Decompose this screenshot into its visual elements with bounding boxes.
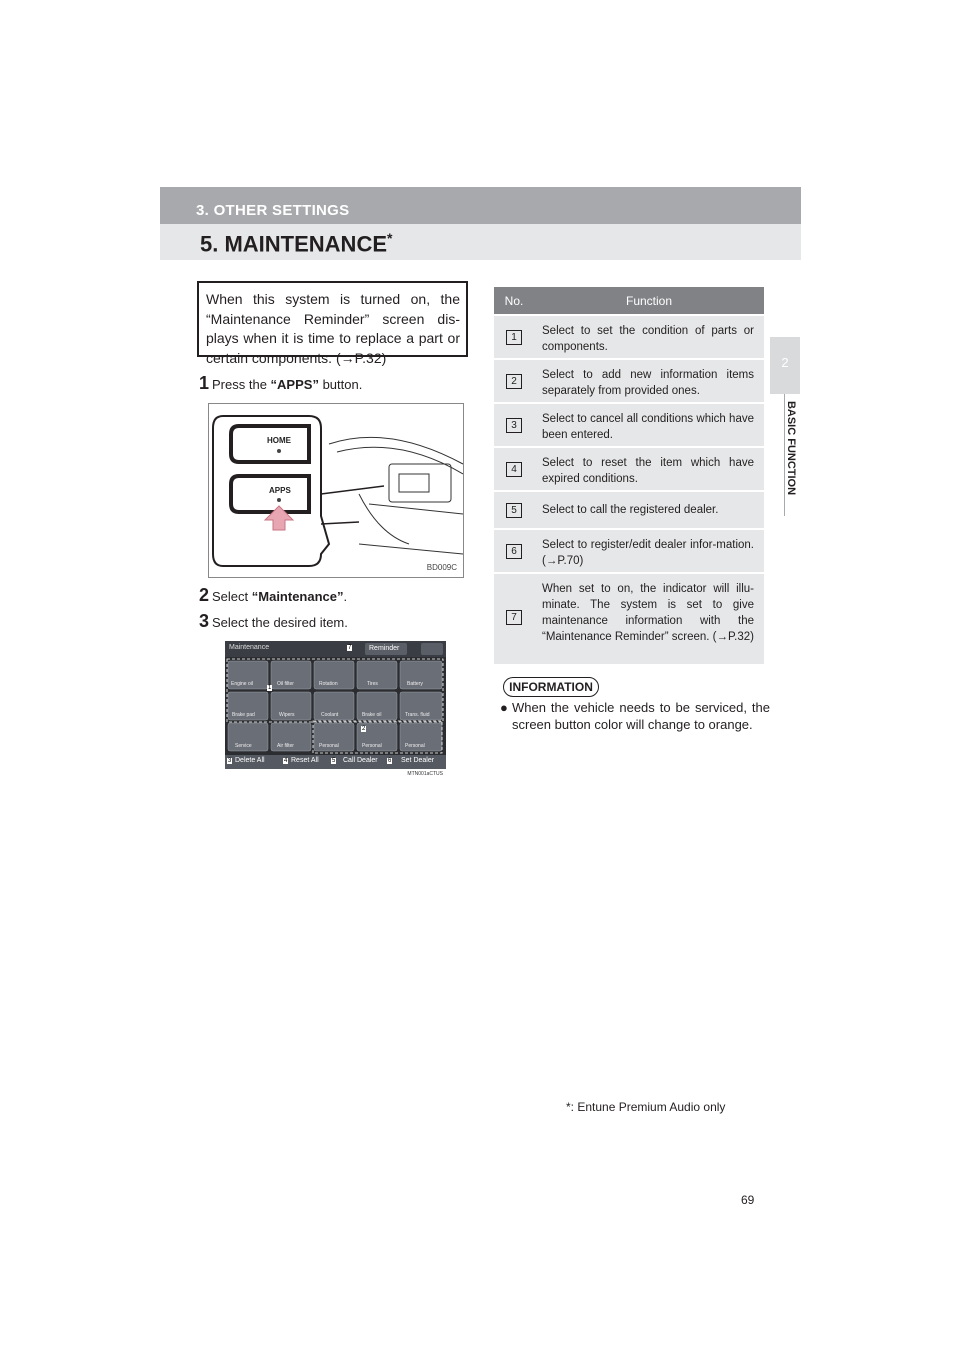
title-footnote-mark: * [387, 230, 393, 246]
dashboard-illustration [209, 404, 464, 578]
callout: 5 [332, 758, 336, 764]
step-bold: “APPS” [270, 377, 319, 392]
table-row [494, 358, 764, 402]
section-label: 3. OTHER SETTINGS [196, 202, 350, 219]
tile-label: Tires [367, 681, 378, 687]
row-number: 3 [506, 418, 522, 433]
bullet-icon: ● [500, 700, 508, 715]
section-header-bar [160, 187, 801, 224]
footnote: *: Entune Premium Audio only [566, 1100, 726, 1114]
reset-all-button: Reset All [291, 757, 319, 764]
information-badge: INFORMATION [503, 677, 599, 697]
row-number-cell [494, 448, 534, 490]
row-number-cell [494, 360, 534, 402]
step-bold: “Maintenance” [251, 589, 344, 604]
step-number: 1 [199, 373, 210, 393]
information-text: When the vehicle needs to be serviced, the screen button color will change to orange. [512, 700, 770, 732]
table-row [494, 490, 764, 528]
row-number: 5 [506, 503, 522, 518]
row-number: 2 [506, 374, 522, 389]
step-3 [199, 611, 348, 632]
row-number-cell [494, 492, 534, 528]
tile-label: Trans. fluid [405, 712, 430, 718]
page-title [200, 230, 392, 257]
table-row [494, 446, 764, 490]
row-text: Select to register/edit dealer infor-mation. (→P.70) [542, 539, 754, 567]
set-dealer-button: Set Dealer [401, 757, 435, 764]
maintenance-screen-figure [225, 641, 446, 777]
home-button-label: HOME [267, 436, 291, 445]
row-number-cell [494, 404, 534, 446]
step-1 [199, 373, 362, 394]
apps-button-label: APPS [269, 486, 291, 495]
page-title-text: 5. MAINTENANCE [200, 231, 388, 257]
tile-label: Service [235, 743, 252, 749]
figure-code: BD009C [426, 563, 457, 572]
row-text: Select to cancel all conditions which have been entered. [542, 413, 754, 441]
apps-button-figure [208, 403, 464, 578]
step-text-end: button. [318, 377, 363, 392]
row-text: Select to add new information items separately from provided ones. [542, 369, 754, 397]
tile-label: Brake oil [362, 712, 382, 718]
row-text: Select to reset the item which have expired conditions. [542, 457, 754, 485]
row-number-cell [494, 530, 534, 572]
tile-label: Brake pad [232, 712, 255, 718]
chapter-label: BASIC FUNCTION [785, 400, 797, 496]
row-number-cell [494, 316, 534, 358]
page-number: 69 [741, 1193, 755, 1207]
callout: 2 [362, 726, 366, 732]
tile-label: Oil filter [277, 681, 294, 687]
tile-label: Wipers [279, 712, 295, 718]
tile-label: Coolant [321, 712, 339, 718]
step-text: Press the [212, 377, 271, 392]
delete-all-button: Delete All [235, 757, 265, 764]
reminder-button: Reminder [369, 645, 400, 652]
step-text: Select [212, 589, 252, 604]
column-header-function: Function [625, 293, 673, 308]
screen-title: Maintenance [229, 644, 270, 651]
step-number: 2 [199, 585, 210, 605]
table-header [494, 287, 764, 314]
row-number: 1 [506, 330, 522, 345]
row-text: Select to call the registered dealer. [542, 504, 719, 516]
callout: 4 [284, 758, 288, 764]
callout: 7 [348, 645, 352, 651]
table-row [494, 314, 764, 358]
callout: 6 [388, 758, 392, 764]
tile-label: Personal [362, 743, 382, 749]
tile-label: Battery [407, 681, 423, 687]
chapter-number: 2 [781, 355, 789, 370]
tile-label: Engine oil [231, 681, 253, 687]
row-number-cell [494, 574, 534, 664]
step-2 [199, 585, 347, 606]
callout: 3 [228, 758, 232, 764]
table-row [494, 572, 764, 664]
function-table [494, 287, 764, 664]
information-note [500, 700, 770, 733]
figure-code: MTN001aCTUS [407, 771, 443, 777]
tile-label: Personal [405, 743, 425, 749]
callout: 1 [268, 685, 272, 691]
title-bar [160, 224, 801, 260]
row-number: 6 [506, 544, 522, 559]
tile-label: Personal [319, 743, 339, 749]
row-text: When set to on, the indicator will illu-minate. The system is set to give maintenance information with the “Maintenance Reminder” screen. (→P.32) [542, 583, 754, 643]
tile-label: Air filter [277, 743, 294, 749]
step-number: 3 [199, 611, 210, 631]
intro-box: When this system is turned on, the “Maintenance Reminder” screen dis-plays when it is time to replace a part or certain components. (→P.32) [197, 281, 468, 357]
call-dealer-button: Call Dealer [343, 757, 378, 764]
step-text-end: . [343, 589, 348, 604]
table-row [494, 528, 764, 572]
table-row [494, 402, 764, 446]
row-text: Select to set the condition of parts or components. [542, 325, 754, 353]
column-header-no: No. [504, 293, 524, 308]
row-number: 7 [506, 610, 522, 625]
tile-label: Rotation [319, 681, 338, 687]
row-number: 4 [506, 462, 522, 477]
step-text: Select the desired item. [212, 615, 348, 630]
